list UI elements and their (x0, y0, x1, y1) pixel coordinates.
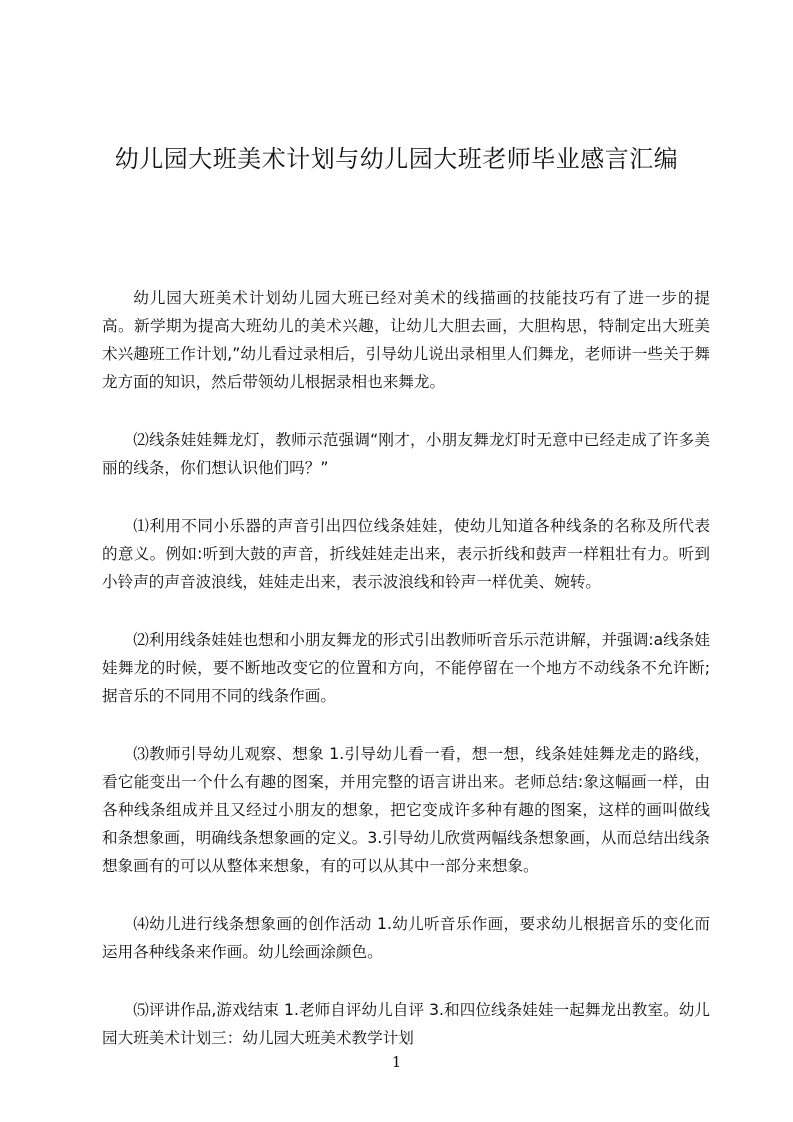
paragraph-observation: ⑶教师引导幼儿观察、想象 1.引导幼儿看一看，想一想，线条娃娃舞龙走的路线，看它能变出一个什么有趣的图案，并用完整的语言讲出来。老师总结:象这幅画一样，由各种线条组成并且又经过小朋友的想象，把它变成许多种有趣的图案，这样的画叫做线和条想象画，明确线条想象画的定义。3.引导幼儿欣赏两幅线条想象画，从而总结出线条想象画有的可以从整体来想象，有的可以从其中一部分来想象。 (102, 745, 710, 875)
paragraph-evaluation: ⑸评讲作品,游戏结束 1.老师自评幼儿自评 3.和四位线条娃娃一起舞龙出教室。幼儿园大班美术计划三：幼儿园大班美术教学计划 (102, 1001, 710, 1047)
paragraph-intro: 幼儿园大班美术计划幼儿园大班已经对美术的线描画的技能技巧有了进一步的提高。新学期为提高大班幼儿的美术兴趣，让幼儿大胆去画，大胆构思，特制定出大班美术兴趣班工作计划,”幼儿看过录相后，引导幼儿说出录相里人们舞龙，老师讲一些关于舞龙方面的知识，然后带领幼儿根据录相也来舞龙。 (102, 289, 710, 391)
paragraph-dragon-lantern: ⑵线条娃娃舞龙灯，教师示范强调“刚才，小朋友舞龙灯时无意中已经走成了许多美丽的线条，你们想认识他们吗？” (102, 431, 710, 477)
page-number: 1 (391, 1053, 402, 1071)
document-body (102, 284, 710, 1052)
paragraph-creation: ⑷幼儿进行线条想象画的创作活动 1.幼儿听音乐作画，要求幼儿根据音乐的变化而运用各种线条来作画。幼儿绘画涂颜色。 (102, 915, 710, 961)
paragraph-demonstration: ⑵利用线条娃娃也想和小朋友舞龙的形式引出教师听音乐示范讲解，并强调:a线条娃娃舞龙的时候，要不断地改变它的位置和方向，不能停留在一个地方不动线条不允许断;据音乐的不同用不同的线条作画。 (102, 631, 710, 705)
paragraph-instruments: ⑴利用不同小乐器的声音引出四位线条娃娃，使幼儿知道各种线条的名称及所代表的意义。例如:听到大鼓的声音，折线娃娃走出来，表示折线和鼓声一样粗壮有力。听到小铃声的声音波浪线，娃娃走出来，表示波浪线和铃声一样优美、婉转。 (102, 517, 710, 591)
document-title: 幼儿园大班美术计划与幼儿园大班老师毕业感言汇编 (114, 145, 679, 173)
